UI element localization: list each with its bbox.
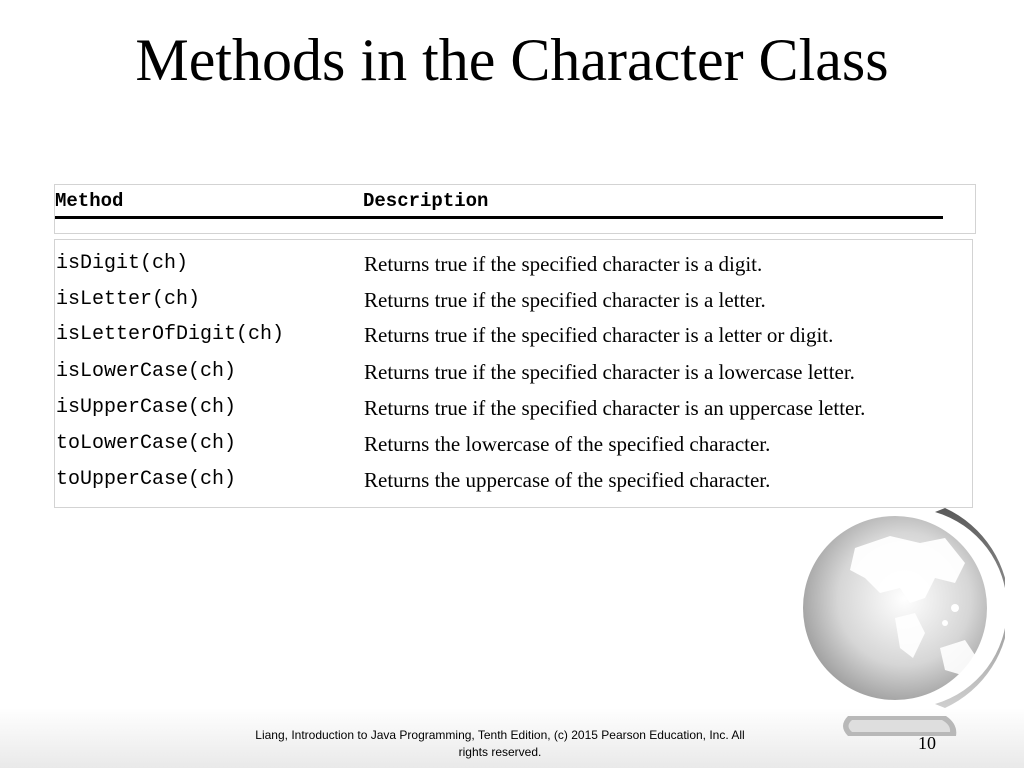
- method-description: Returns the uppercase of the specified character.: [364, 468, 771, 492]
- table-row: [55, 432, 972, 468]
- method-name: isLetter(ch): [56, 288, 201, 311]
- column-header-description: Description: [363, 190, 489, 212]
- globe-icon: [795, 508, 1005, 708]
- table-row: [55, 288, 972, 324]
- method-description: Returns the lowercase of the specified character.: [364, 432, 771, 456]
- table-row: [55, 468, 972, 504]
- method-description: Returns true if the specified character is an uppercase letter.: [364, 396, 866, 420]
- method-description: Returns true if the specified character is a letter or digit.: [364, 323, 834, 347]
- methods-table: [54, 239, 973, 508]
- table-row: [55, 252, 972, 288]
- table-row: [55, 360, 972, 396]
- method-description: Returns true if the specified character is a lowercase letter.: [364, 360, 855, 384]
- page-number: 10: [918, 733, 936, 753]
- table-row: [55, 396, 972, 432]
- header-rule: [55, 216, 943, 219]
- method-name: isLowerCase(ch): [56, 360, 237, 383]
- method-name: isDigit(ch): [56, 252, 189, 275]
- method-name: isLetterOfDigit(ch): [56, 323, 285, 346]
- method-name: isUpperCase(ch): [56, 396, 237, 419]
- table-header: [54, 184, 976, 234]
- column-header-method: Method: [55, 190, 124, 212]
- method-description: Returns true if the specified character is a letter.: [364, 288, 766, 312]
- footer-copyright: [200, 727, 800, 761]
- footer-line-2: rights reserved.: [458, 745, 542, 759]
- table-row: [55, 323, 972, 359]
- slide-title: Methods in the Character Class: [135, 27, 889, 93]
- footer-line-1: Liang, Introduction to Java Programming, Tenth Edition, (c) 2015 Pearson Education, Inc. All: [255, 728, 745, 742]
- method-name: toLowerCase(ch): [56, 432, 237, 455]
- method-name: toUpperCase(ch): [56, 468, 237, 491]
- method-description: Returns true if the specified character is a digit.: [364, 252, 763, 276]
